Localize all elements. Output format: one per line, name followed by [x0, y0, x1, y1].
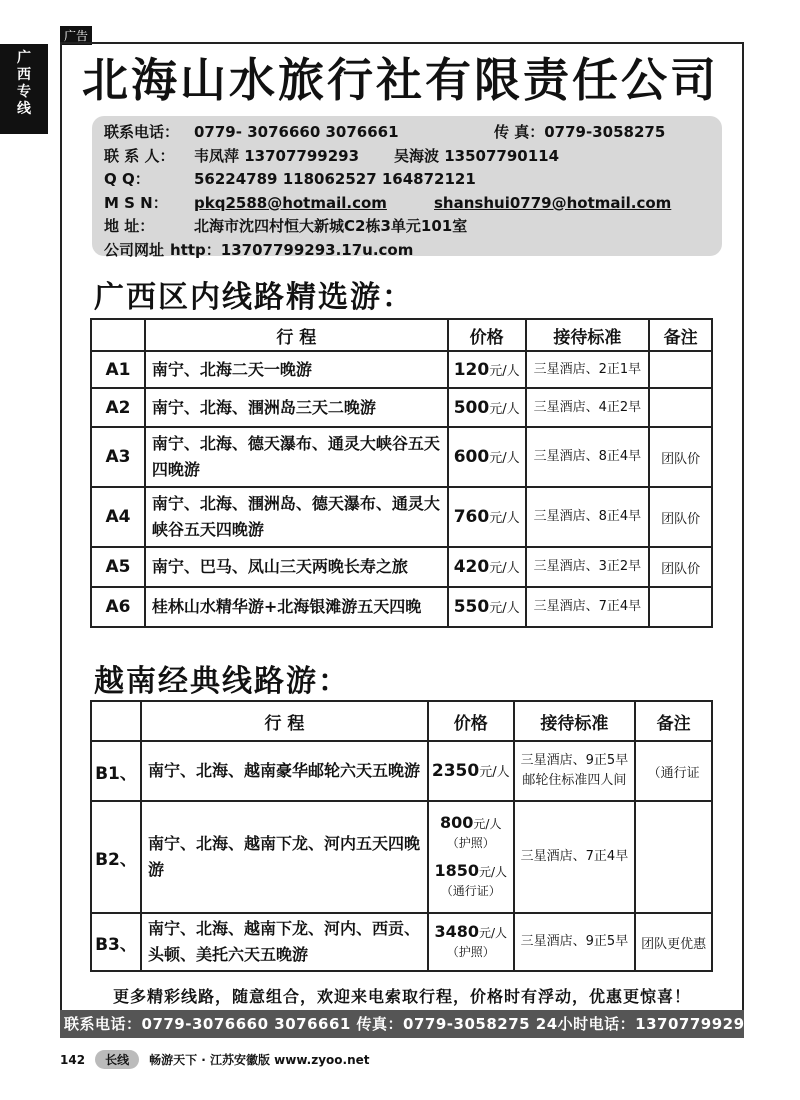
header-route: 行 程 [145, 319, 448, 351]
price-unit: 元/人 [489, 451, 520, 466]
route-note: （通行证 [635, 741, 712, 801]
price-unit: 元/人 [489, 363, 520, 379]
vietnam-routes-table [90, 700, 713, 972]
route-desc: 南宁、北海、涠洲岛三天二晚游 [145, 388, 448, 427]
ad-label: 广告 [60, 26, 92, 45]
route-price [428, 913, 514, 971]
route-standard [514, 741, 636, 801]
header-note: 备注 [635, 701, 712, 741]
footer-text: 畅游天下 · 江苏安徽版 www.zyoo.net [149, 1053, 370, 1067]
price-note: （护照） [446, 945, 495, 959]
qq-value: 56224789 118062527 164872121 [194, 170, 476, 188]
side-tab-char: 西 [17, 67, 31, 83]
route-desc: 南宁、北海、德天瀑布、通灵大峡谷五天四晚游 [145, 427, 448, 487]
page-number: 142 [60, 1052, 86, 1067]
standard-line: 三星酒店、9正5早 [520, 753, 629, 768]
price-unit: 元/人 [473, 817, 502, 831]
route-note [649, 587, 712, 627]
price-value: 2350 [431, 761, 480, 781]
fax-label: 传 真： [494, 123, 545, 141]
route-price [428, 801, 514, 913]
header-standard: 接待标准 [514, 701, 636, 741]
header-code [91, 701, 141, 741]
route-code: B2、 [91, 801, 141, 913]
price-value: 1850 [434, 861, 479, 880]
section1-heading: 广西区内线路精选游： [94, 280, 414, 315]
page-footer [60, 1050, 370, 1069]
table-row [91, 427, 712, 487]
price-value: 500 [453, 397, 490, 418]
route-standard: 三星酒店、8正4早 [526, 427, 650, 487]
table-row [91, 487, 712, 547]
person1-value: 韦凤萍 13707799293 [194, 146, 360, 165]
table-row [91, 801, 712, 913]
route-note [635, 801, 712, 913]
price-value: 420 [453, 557, 490, 577]
route-price [448, 587, 526, 627]
route-price [448, 427, 526, 487]
domestic-routes-table [90, 318, 713, 628]
route-note [649, 351, 712, 388]
qq-label: Q Q： [104, 170, 150, 188]
side-tab-char: 广 [17, 50, 31, 66]
website-label: 公司网址 [104, 240, 165, 259]
price-unit: 元/人 [489, 511, 520, 526]
contact-row-qq [104, 168, 710, 192]
address-value: 北海市沈四村恒大新城C2栋3单元101室 [194, 217, 468, 235]
route-code: B1、 [91, 741, 141, 801]
contact-row-address [104, 215, 710, 239]
price-value: 550 [453, 597, 490, 617]
price-value: 800 [440, 813, 474, 832]
table-row [91, 547, 712, 587]
table-row [91, 351, 712, 388]
side-tab-char: 线 [17, 101, 31, 117]
person2-value: 吴海波 13507790114 [394, 146, 560, 165]
route-price [448, 388, 526, 427]
route-standard: 三星酒店、7正4早 [526, 587, 650, 627]
table-row [91, 913, 712, 971]
table-row [91, 741, 712, 801]
route-desc: 南宁、北海、涠洲岛、德天瀑布、通灵大峡谷五天四晚游 [145, 487, 448, 547]
price-value: 120 [453, 359, 490, 380]
route-standard: 三星酒店、7正4早 [514, 801, 636, 913]
route-price [448, 487, 526, 547]
route-standard: 三星酒店、9正5早 [514, 913, 636, 971]
route-code: A1 [91, 351, 145, 388]
header-code [91, 319, 145, 351]
header-price: 价格 [448, 319, 526, 351]
contact-row-person [104, 145, 710, 169]
price-unit: 元/人 [478, 865, 508, 879]
route-note [649, 388, 712, 427]
contact-row-web [104, 239, 710, 263]
route-note: 团队价 [649, 547, 712, 587]
header-price: 价格 [428, 701, 514, 741]
phone-label: 联系电话： [104, 123, 180, 141]
table-row [91, 587, 712, 627]
route-note: 团队价 [649, 427, 712, 487]
route-standard: 三星酒店、3正2早 [526, 547, 650, 587]
address-label: 地 址： [104, 217, 155, 235]
msn1-link[interactable]: pkq2588@hotmail.com [194, 193, 387, 212]
route-code: B3、 [91, 913, 141, 971]
price-note: （通行证） [440, 884, 501, 898]
route-desc: 南宁、巴马、凤山三天两晚长寿之旅 [145, 547, 448, 587]
contact-row-msn [104, 192, 710, 216]
table-header-row [91, 701, 712, 741]
route-code: A3 [91, 427, 145, 487]
price-unit: 元/人 [489, 561, 520, 576]
phone-value: 0779- 3076660 3076661 [194, 123, 399, 141]
side-tab-char: 专 [17, 84, 31, 100]
route-desc: 南宁、北海、越南豪华邮轮六天五晚游 [141, 741, 428, 801]
header-note: 备注 [649, 319, 712, 351]
side-tab [0, 44, 48, 134]
promo-text: 更多精彩线路，随意组合，欢迎来电索取行程，价格时有浮动，优惠更惊喜！ [112, 987, 691, 1006]
msn-label: M S N： [104, 193, 168, 212]
header-route: 行 程 [141, 701, 428, 741]
route-code: A6 [91, 587, 145, 627]
price-unit: 元/人 [489, 601, 520, 616]
route-code: A2 [91, 388, 145, 427]
price-note: （护照） [446, 836, 495, 850]
route-code: A5 [91, 547, 145, 587]
route-standard: 三星酒店、8正4早 [526, 487, 650, 547]
route-desc: 桂林山水精华游+北海银滩游五天四晚 [145, 587, 448, 627]
bottom-contact-bar: 联系电话：0779-3076660 3076661 传真：0779-3058275 24小时电话：13707799293 [60, 1010, 744, 1038]
route-desc: 南宁、北海、越南下龙、河内、西贡、头顿、美托六天五晚游 [141, 913, 428, 971]
route-price [448, 351, 526, 388]
route-note: 团队价 [649, 487, 712, 547]
contact-box [92, 116, 722, 259]
table-header-row [91, 319, 712, 351]
route-standard: 三星酒店、2正1早 [526, 351, 650, 388]
msn2-link[interactable]: shanshui0779@hotmail.com [434, 193, 672, 212]
route-note: 团队更优惠 [635, 913, 712, 971]
fax-value: 0779-3058275 [544, 123, 666, 141]
price-value: 3480 [434, 922, 479, 941]
route-code: A4 [91, 487, 145, 547]
price-value: 600 [453, 447, 490, 467]
contact-row-phone [104, 121, 710, 145]
route-price [428, 741, 514, 801]
standard-line: 邮轮住标准四人间 [522, 773, 627, 788]
route-price [448, 547, 526, 587]
price-unit: 元/人 [489, 401, 520, 417]
price-value: 760 [453, 507, 490, 527]
route-standard: 三星酒店、4正2早 [526, 388, 650, 427]
section2-heading: 越南经典线路游： [94, 664, 350, 699]
price-unit: 元/人 [479, 765, 510, 780]
company-title: 北海山水旅行社有限责任公司 [82, 53, 719, 107]
table-row [91, 388, 712, 427]
header-standard: 接待标准 [526, 319, 650, 351]
route-desc: 南宁、北海、越南下龙、河内五天四晚游 [141, 801, 428, 913]
price-unit: 元/人 [478, 926, 508, 940]
section-pill: 长线 [95, 1050, 139, 1069]
route-desc: 南宁、北海二天一晚游 [145, 351, 448, 388]
person-label: 联 系 人： [104, 146, 175, 165]
website-link[interactable]: http：13707799293.17u.com [170, 240, 414, 259]
